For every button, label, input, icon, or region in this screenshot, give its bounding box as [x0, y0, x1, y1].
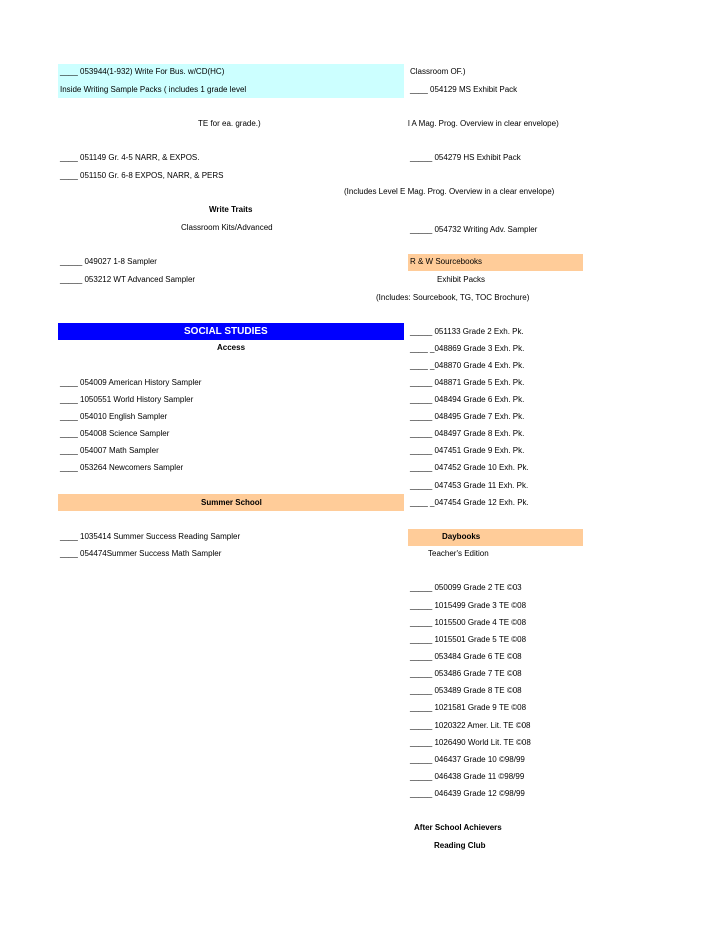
- note-text: (Includes Level E Mag. Prog. Overview in a clear envelope): [344, 187, 555, 196]
- order-item: ____ 054009 American History Sampler: [60, 378, 202, 387]
- order-item: _____ 1026490 World Lit. TE ©08: [410, 738, 531, 747]
- subheading: Exhibit Packs: [437, 275, 486, 284]
- order-item: ____ 054474Summer Success Math Sampler: [60, 549, 222, 558]
- order-item: _____ 1015500 Grade 4 TE ©08: [410, 618, 527, 627]
- note-text: l A Mag. Prog. Overview in clear envelope): [408, 119, 559, 128]
- order-item: ____ _047454 Grade 12 Exh. Pk.: [410, 498, 529, 507]
- section-heading: Daybooks: [442, 532, 481, 541]
- order-item: _____ 048495 Grade 7 Exh. Pk.: [410, 412, 525, 421]
- note-text: (Includes: Sourcebook, TG, TOC Brochure): [376, 293, 530, 302]
- order-item: _____ 053486 Grade 7 TE ©08: [410, 669, 522, 678]
- highlight-band: [408, 529, 583, 546]
- order-item: _____ 053489 Grade 8 TE ©08: [410, 686, 522, 695]
- order-item: _____ 049027 1-8 Sampler: [60, 257, 157, 266]
- order-item: _____ 046437 Grade 10 ©98/99: [410, 755, 525, 764]
- order-item: _____ 1020322 Amer. Lit. TE ©08: [410, 721, 531, 730]
- section-heading: After School Achievers: [414, 823, 502, 832]
- order-item: ____ 054010 English Sampler: [60, 412, 168, 421]
- section-heading: R & W Sourcebooks: [410, 257, 483, 266]
- order-item: ____ 053264 Newcomers Sampler: [60, 463, 184, 472]
- order-item: _____ 047451 Grade 9 Exh. Pk.: [410, 446, 525, 455]
- subheading: Reading Club: [434, 841, 486, 850]
- order-item: ____ 051150 Gr. 6-8 EXPOS, NARR, & PERS: [60, 171, 224, 180]
- order-item: _____ 048494 Grade 6 Exh. Pk.: [410, 395, 525, 404]
- order-item: _____ 048871 Grade 5 Exh. Pk.: [410, 378, 525, 387]
- order-item: _____ 054279 HS Exhibit Pack: [410, 153, 521, 162]
- order-item: _____ 1015499 Grade 3 TE ©08: [410, 601, 527, 610]
- order-item: Inside Writing Sample Packs ( includes 1 grade level: [60, 85, 247, 94]
- subheading: Teacher's Edition: [428, 549, 489, 558]
- order-item: _____ 047452 Grade 10 Exh. Pk.: [410, 463, 529, 472]
- order-item: ____ 1050551 World History Sampler: [60, 395, 194, 404]
- order-item: ____ 054129 MS Exhibit Pack: [410, 85, 518, 94]
- order-item: _____ 1015501 Grade 5 TE ©08: [410, 635, 527, 644]
- order-item: ____ 054008 Science Sampler: [60, 429, 170, 438]
- order-item: ____ _048870 Grade 4 Exh. Pk.: [410, 361, 525, 370]
- section-heading: Write Traits: [209, 205, 253, 214]
- order-item: _____ 047453 Grade 11 Exh. Pk.: [410, 481, 529, 490]
- order-item: _____ 053484 Grade 6 TE ©08: [410, 652, 522, 661]
- order-item: ____ 051149 Gr. 4-5 NARR, & EXPOS.: [60, 153, 200, 162]
- order-item: _____ 053212 WT Advanced Sampler: [60, 275, 196, 284]
- social-studies-heading: SOCIAL STUDIES: [184, 326, 268, 337]
- order-item: ____ 1035414 Summer Success Reading Sampler: [60, 532, 241, 541]
- order-item: _____ 050099 Grade 2 TE ©03: [410, 583, 522, 592]
- order-item: _____ 054732 Writing Adv. Sampler: [410, 225, 538, 234]
- order-item: Classroom OF.): [410, 67, 466, 76]
- subheading: Access: [217, 343, 246, 352]
- order-item: _____ 046439 Grade 12 ©98/99: [410, 789, 525, 798]
- order-item: _____ 1021581 Grade 9 TE ©08: [410, 703, 527, 712]
- section-heading: Summer School: [201, 498, 262, 507]
- order-item: _____ 046438 Grade 11 ©98/99: [410, 772, 525, 781]
- order-item: ____ 054007 Math Sampler: [60, 446, 159, 455]
- order-item: ____ _048869 Grade 3 Exh. Pk.: [410, 344, 525, 353]
- order-item: ____ 053944(1-932) Write For Bus. w/CD(HC): [60, 67, 225, 76]
- order-item: _____ 051133 Grade 2 Exh. Pk.: [410, 327, 524, 336]
- order-item: _____ 048497 Grade 8 Exh. Pk.: [410, 429, 525, 438]
- note-text: TE for ea. grade.): [198, 119, 261, 128]
- subheading: Classroom Kits/Advanced: [181, 223, 273, 232]
